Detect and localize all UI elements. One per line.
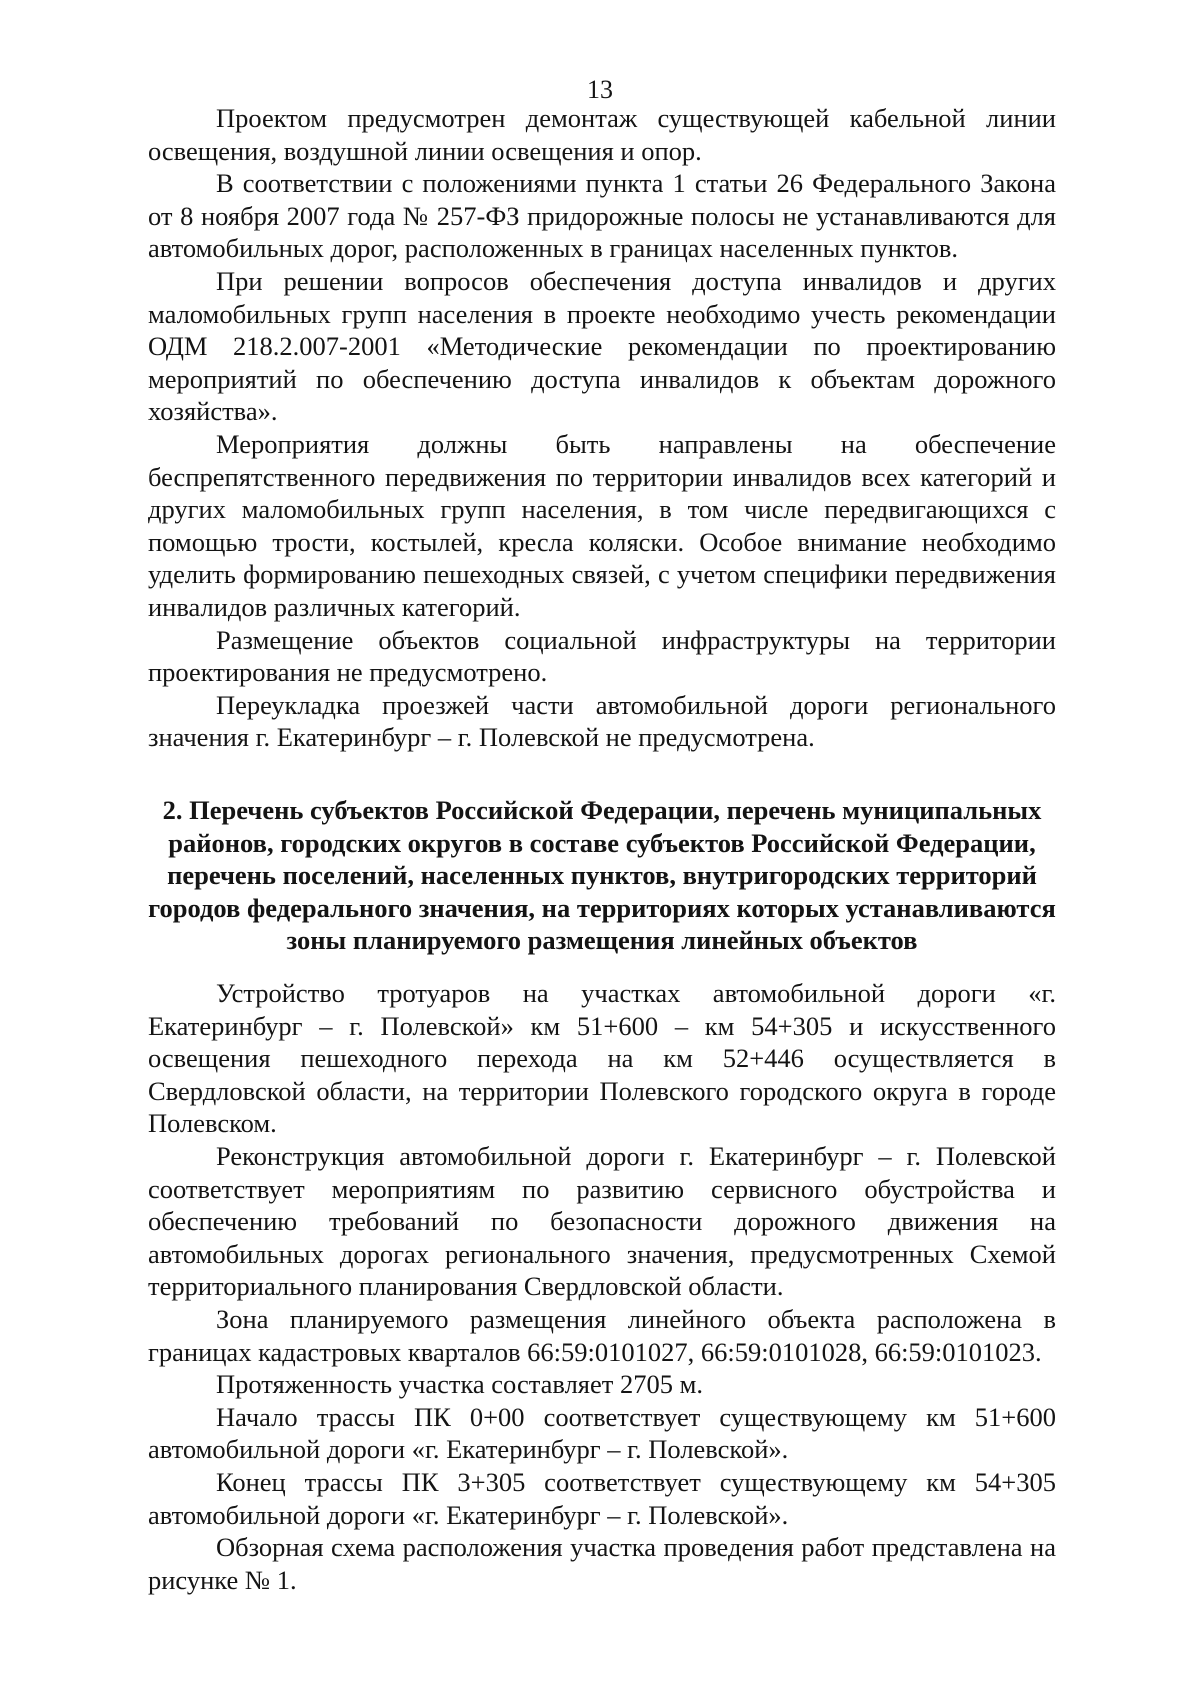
paragraph: Размещение объектов социальной инфраструктуры на территории проектирования не предусмотрено. xyxy=(148,624,1056,688)
paragraph: Мероприятия должны быть направлены на обеспечение беспрепятственного передвижения по территории инвалидов всех категорий и других маломобильных групп населения, в том числе передвигающихся с помощью трости, костылей, кресла коляски. Особое внимание необходимо уделить формированию пешеходных связей, с учетом специфики передвижения инвалидов различных категорий. xyxy=(148,428,1056,622)
section-heading: 2. Перечень субъектов Российской Федерации, перечень муниципальных районов, городских округов в составе субъектов Российской Федерации, перечень поселений, населенных пунктов, внутригородских территорий городов федерального значения, на территориях которых устанавливаются зоны планируемого размещения линейных объектов xyxy=(148,795,1056,956)
paragraph: Обзорная схема расположения участка проведения работ представлена на рисунке № 1. xyxy=(148,1532,1056,1595)
paragraph: Начало трассы ПК 0+00 соответствует существующему км 51+600 автомобильной дороги «г. Екатеринбург – г. Полевской». xyxy=(148,1401,1056,1465)
paragraph: При решении вопросов обеспечения доступа инвалидов и других маломобильных групп населения в проекте необходимо учесть рекомендации ОДМ 218.2.007-2001 «Методические рекомендации по проектированию мероприятий по обеспечению доступа инвалидов к объектам дорожного хозяйства». xyxy=(148,265,1056,427)
paragraph: Проектом предусмотрен демонтаж существующей кабельной линии освещения, воздушной линии освещения и опор. xyxy=(148,103,1056,166)
paragraph: Протяженность участка составляет 2705 м. xyxy=(216,1369,703,1400)
body-text-bottom xyxy=(148,977,1056,1596)
paragraph: Зона планируемого размещения линейного объекта расположена в границах кадастровых кварталов 66:59:0101027, 66:59:0101028, 66:59:0101023. xyxy=(148,1303,1056,1367)
page-number: 13 xyxy=(587,75,613,104)
paragraph: Устройство тротуаров на участках автомобильной дороги «г. Екатеринбург – г. Полевской» км 51+600 – км 54+305 и искусственного освещения пешеходного перехода на км 52+446 осуществляется в Свердловской области, на территории Полевского городского округа в городе Полевском. xyxy=(148,978,1056,1139)
body-text-top xyxy=(148,102,1056,754)
paragraph: Конец трассы ПК 3+305 соответствует существующему км 54+305 автомобильной дороги «г. Екатеринбург – г. Полевской». xyxy=(148,1466,1056,1530)
paragraph: Переукладка проезжей части автомобильной дороги регионального значения г. Екатеринбург – г. Полевской не предусмотрена. xyxy=(148,689,1056,753)
paragraph: В соответствии с положениями пункта 1 статьи 26 Федерального Закона от 8 ноября 2007 года № 257-ФЗ придорожные полосы не устанавливаются для автомобильных дорог, расположенных в границах населенных пунктов. xyxy=(148,168,1056,264)
paragraph: Реконструкция автомобильной дороги г. Екатеринбург – г. Полевской соответствует мероприятиям по развитию сервисного обустройства и обеспечению требований по безопасности дорожного движения на автомобильных дорогах регионального значения, предусмотренных Схемой территориального планирования Свердловской области. xyxy=(148,1140,1056,1302)
